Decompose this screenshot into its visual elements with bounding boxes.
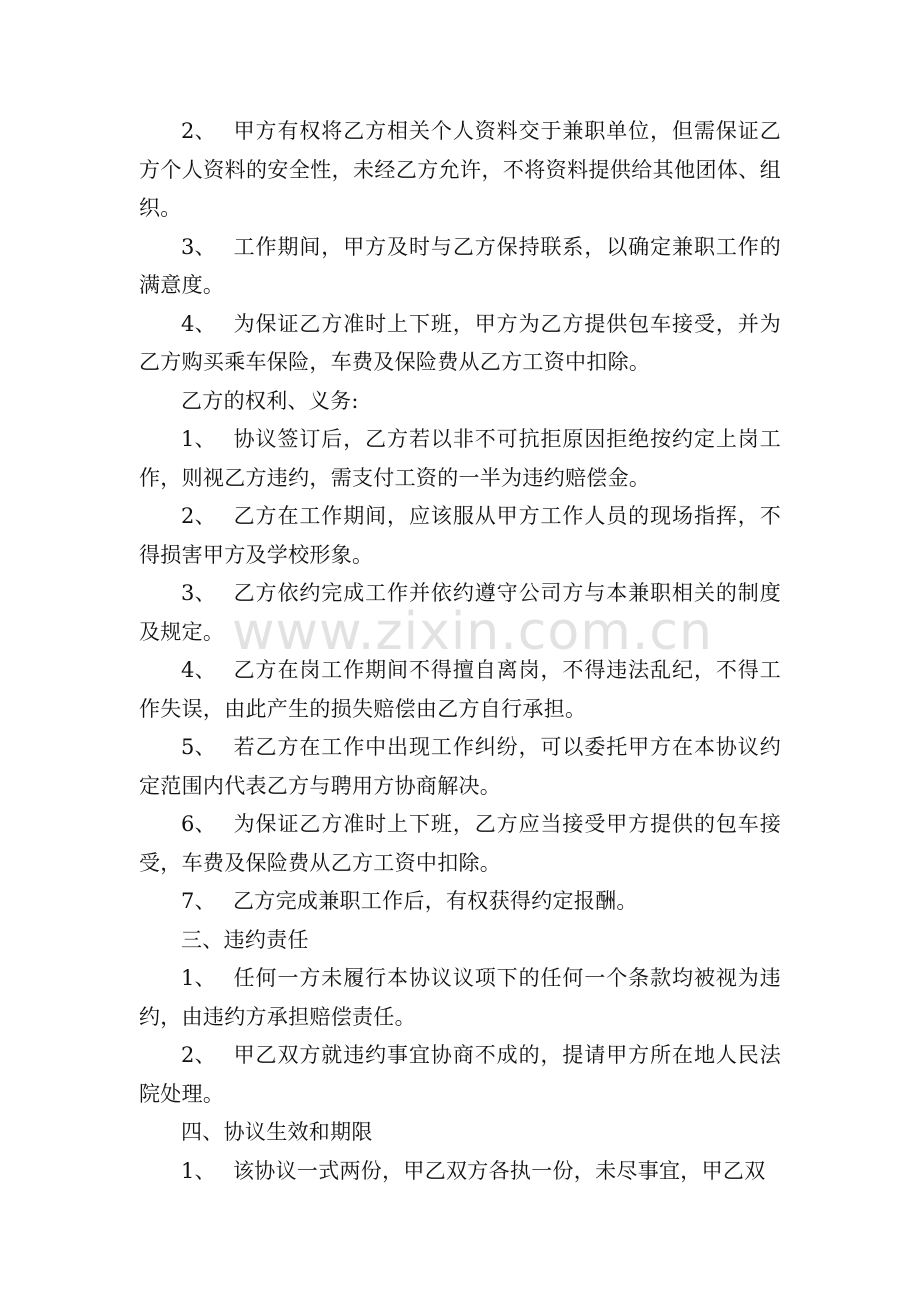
section-heading: 三、违约责任	[181, 927, 309, 952]
clause-number: 2、	[181, 1043, 216, 1067]
clause-number: 7、	[181, 889, 216, 913]
clause-text: 甲方有权将乙方相关个人资料交于兼职单位，但需保证乙方个人资料的安全性，未经乙方允许，不将资料提供给其他团体、组织。	[139, 119, 781, 220]
paragraph-clause	[139, 805, 781, 882]
clause-number: 3、	[181, 581, 216, 605]
clause-text: 为保证乙方准时上下班，甲方为乙方提供包车接受，并为乙方购买乘车保险，车费及保险费从乙方工资中扣除。	[139, 311, 781, 374]
clause-text: 乙方依约完成工作并依约遵守公司方与本兼职相关的制度及规定。	[139, 581, 781, 644]
document-body	[139, 112, 781, 1190]
clause-number: 1、	[181, 427, 216, 451]
paragraph-clause	[139, 651, 781, 728]
paragraph-clause	[139, 497, 781, 574]
clause-text: 任何一方未履行本协议议项下的任何一个条款均被视为违约，由违约方承担赔偿责任。	[139, 966, 781, 1029]
paragraph-clause	[139, 1036, 781, 1113]
section-heading: 乙方的权利、义务:	[181, 388, 359, 413]
clause-text: 乙方完成兼职工作后，有权获得约定报酬。	[233, 889, 638, 913]
watermark-text: www.zixin.com.cn	[232, 602, 713, 662]
paragraph-clause	[139, 728, 781, 805]
clause-text: 工作期间，甲方及时与乙方保持联系，以确定兼职工作的满意度。	[139, 234, 781, 297]
paragraph-clause	[139, 959, 781, 1036]
clause-text: 乙方在岗工作期间不得擅自离岗，不得违法乱纪，不得工作失误，由此产生的损失赔偿由乙方自行承担。	[139, 658, 781, 721]
clause-text: 协议签订后，乙方若以非不可抗拒原因拒绝按约定上岗工作，则视乙方违约，需支付工资的一半为违约赔偿金。	[139, 427, 781, 490]
clause-text: 该协议一式两份，甲乙双方各执一份，未尽事宜，甲乙双	[233, 1158, 766, 1183]
paragraph-clause	[139, 420, 781, 497]
clause-number: 3、	[181, 234, 216, 259]
clause-number: 6、	[181, 812, 216, 836]
clause-number: 1、	[181, 1158, 216, 1183]
clause-text: 若乙方在工作中出现工作纠纷，可以委托甲方在本协议约定范围内代表乙方与聘用方协商解决。	[139, 735, 781, 798]
clause-number: 2、	[181, 504, 216, 528]
paragraph-clause	[139, 112, 781, 228]
clause-text: 甲乙双方就违约事宜协商不成的，提请甲方所在地人民法院处理。	[139, 1043, 781, 1106]
clause-text: 为保证乙方准时上下班，乙方应当接受甲方提供的包车接受，车费及保险费从乙方工资中扣除。	[139, 812, 781, 875]
paragraph-clause	[139, 305, 781, 382]
clause-number: 2、	[181, 119, 216, 143]
paragraph-clause	[139, 228, 781, 305]
paragraph-clause	[139, 574, 781, 651]
section-heading: 四、协议生效和期限	[181, 1120, 373, 1144]
paragraph-clause	[139, 1152, 781, 1191]
paragraph-clause	[139, 882, 781, 921]
clause-number: 1、	[181, 966, 216, 990]
clause-text: 乙方在工作期间，应该服从甲方工作人员的现场指挥，不得损害甲方及学校形象。	[139, 504, 781, 567]
clause-number: 5、	[181, 735, 216, 759]
clause-number: 4、	[181, 311, 216, 336]
clause-number: 4、	[181, 658, 216, 682]
